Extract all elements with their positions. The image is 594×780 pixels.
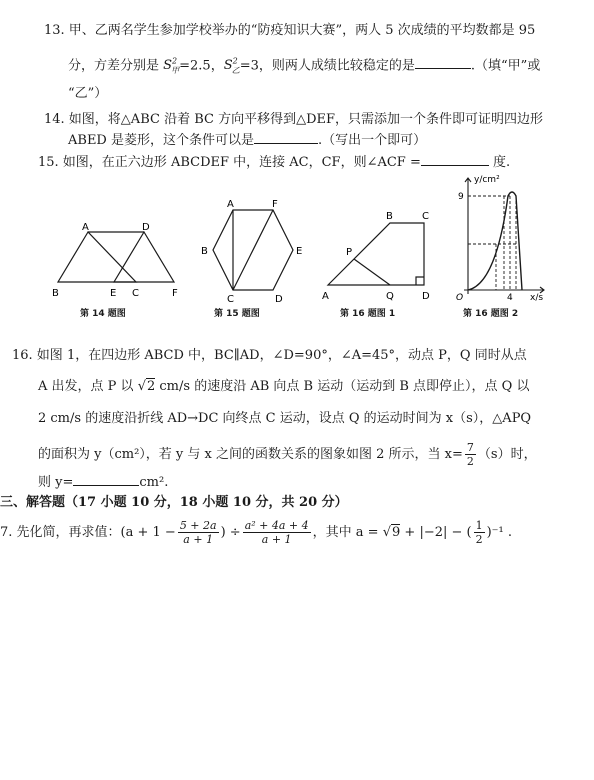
figure-15 bbox=[195, 196, 315, 306]
q15-line bbox=[38, 152, 510, 172]
answer-blank-q16[interactable] bbox=[73, 472, 139, 486]
fig15-label-c: C bbox=[227, 294, 234, 305]
q16-line2-end: cm/s 的速度沿 AB 向点 B 运动（运动到 B 点即停止），点 Q 以 bbox=[155, 379, 530, 394]
q16-line4-end: （s）时， bbox=[477, 447, 537, 462]
fig16a-caption: 第 16 题图 1 bbox=[340, 309, 396, 319]
fig14-label-c: C bbox=[132, 288, 139, 299]
figure-16-2 bbox=[452, 172, 552, 306]
fig16a-label-a: A bbox=[322, 291, 329, 302]
q13-line1: 13. 甲、乙两名学生参加学校举办的“防疫知识大赛”，两人 5 次成绩的平均数都是 95 bbox=[44, 23, 536, 38]
q17-condition-mid: + |−2| − ( bbox=[400, 525, 472, 540]
q15-end: 度. bbox=[488, 155, 511, 170]
fraction-seven-halves: $\frac{7}{2}$ bbox=[466, 441, 474, 468]
sqrt-nine: √9 bbox=[382, 525, 401, 540]
fig14-caption: 第 14 题图 bbox=[80, 309, 126, 319]
fig16b-y-label: y/cm² bbox=[474, 175, 500, 185]
q16-line5-text: 则 y= bbox=[38, 475, 74, 490]
variance-symbol-yi: $S^2_乙$ bbox=[223, 57, 240, 75]
fig14-label-d: D bbox=[142, 222, 150, 233]
section-3-title: 三、解答题（17 小题 10 分，18 小题 10 分，共 20 分） bbox=[0, 495, 348, 510]
fig15-label-b: B bbox=[201, 246, 208, 257]
fig15-label-f: F bbox=[272, 199, 278, 210]
variance-value-yi: =3，则两人成绩比较稳定的是 bbox=[239, 58, 415, 74]
q16-line5-end: cm². bbox=[139, 475, 169, 490]
variance-value-jia: =2.5， bbox=[179, 58, 224, 74]
answer-blank-q13[interactable] bbox=[415, 55, 471, 69]
fig14-label-e: E bbox=[110, 288, 117, 299]
q13-line3: “乙”） bbox=[68, 86, 108, 101]
variance-symbol-jia: $S^2_甲$ bbox=[163, 57, 180, 75]
q13-line2-text: 分，方差分别是 bbox=[68, 58, 164, 74]
q16-line5 bbox=[38, 472, 168, 492]
figure-14 bbox=[48, 220, 188, 300]
q17-condition: ，其中 a = bbox=[312, 525, 379, 540]
fig16b-x-label: x/s bbox=[530, 293, 544, 303]
fig16a-label-p: P bbox=[346, 247, 353, 258]
q16-line3: 2 cm/s 的速度沿折线 AD→DC 向终点 C 运动，设点 Q 的运动时间为 x（s），△APQ bbox=[38, 411, 532, 426]
fig16a-label-d: D bbox=[422, 291, 430, 302]
q16-line4 bbox=[38, 440, 537, 470]
sqrt-two: √2 bbox=[137, 379, 156, 394]
fig16a-label-b: B bbox=[386, 211, 393, 222]
q16-line2-text: A 出发，点 P 以 bbox=[38, 379, 134, 394]
q14-line2-end: .（写出一个即可） bbox=[318, 133, 427, 148]
fraction-a-squared: $\frac{\text{a² + 4a + 4}}{a + 1}$ bbox=[244, 519, 309, 546]
q14-line2-text: ABED 是菱形，这个条件可以是 bbox=[68, 133, 254, 148]
fig14-label-f: F bbox=[172, 288, 178, 299]
q16-line2 bbox=[38, 378, 529, 396]
q14-line2 bbox=[68, 130, 426, 150]
fig16b-y-tick: 9 bbox=[458, 192, 464, 202]
fig15-label-e: E bbox=[296, 246, 303, 257]
fig14-label-b: B bbox=[52, 288, 59, 299]
q15-text: 15. 如图，在正六边形 ABCDEF 中，连接 AC，CF，则∠ACF = bbox=[38, 155, 421, 170]
fig15-label-d: D bbox=[275, 294, 283, 305]
q17-prefix: 7. 先化简，再求值：(a + 1 − bbox=[0, 525, 176, 540]
q13-line2 bbox=[68, 53, 540, 80]
fig15-caption: 第 15 题图 bbox=[214, 309, 260, 319]
fig16a-label-c: C bbox=[422, 211, 429, 222]
fig16b-x-tick: 4 bbox=[507, 293, 513, 303]
answer-blank-q14[interactable] bbox=[254, 130, 318, 144]
fraction-5-plus-2a: $\frac{5 + 2a}{a + 1}$ bbox=[179, 519, 217, 546]
fig16b-caption: 第 16 题图 2 bbox=[463, 309, 519, 319]
q13-line2-end: .（填“甲”或 bbox=[470, 58, 541, 74]
q17-line bbox=[0, 518, 512, 548]
fig14-label-a: A bbox=[82, 222, 89, 233]
answer-blank-q15[interactable] bbox=[421, 152, 489, 166]
fig15-label-a: A bbox=[227, 199, 234, 210]
q16-line1: 16. 如图 1，在四边形 ABCD 中，BC∥AD，∠D=90°，∠A=45°，动点 P，Q 同时从点 bbox=[12, 348, 527, 363]
q14-line1: 14. 如图，将△ABC 沿着 BC 方向平移得到△DEF，只需添加一个条件即可证明四边形 bbox=[44, 112, 544, 127]
fig16a-label-q: Q bbox=[386, 291, 394, 302]
fig16b-origin: O bbox=[456, 293, 464, 303]
q17-condition-end: )⁻¹ . bbox=[486, 525, 513, 540]
q16-line4-text: 的面积为 y（cm²），若 y 与 x 之间的函数关系的图象如图 2 所示，当 x= bbox=[38, 447, 463, 462]
fraction-one-half: $\frac{1}{2}$ bbox=[475, 519, 483, 546]
figure-16-1 bbox=[318, 205, 442, 305]
q17-divide: ) ÷ bbox=[220, 525, 241, 540]
